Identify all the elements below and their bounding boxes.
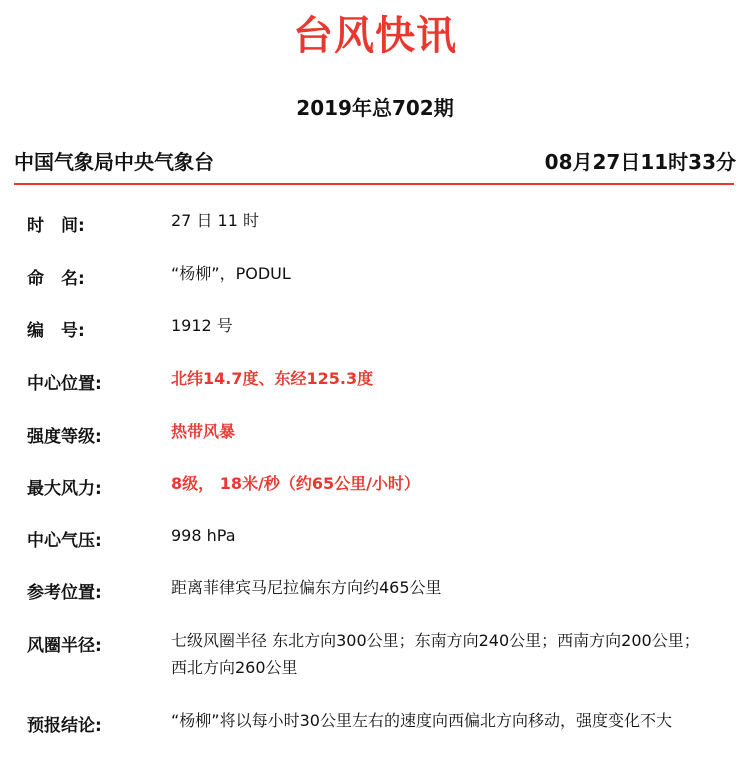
page-title: 台风快讯 — [293, 13, 457, 59]
row-value: “杨柳”，PODUL — [171, 264, 291, 283]
row-label: 参考位置: — [27, 583, 102, 603]
row-label: 风圈半径: — [27, 636, 102, 656]
row-label: 中心位置: — [27, 374, 102, 394]
row-value: 北纬14.7度、东经125.3度 — [171, 369, 374, 388]
row-value: 距离菲律宾马尼拉偏东方向约465公里 — [171, 578, 442, 597]
row-value: 8级， 18米/秒（约65公里/小时） — [171, 474, 420, 493]
row-label: 最大风力: — [27, 479, 102, 499]
issue-number: 2019年总702期 — [296, 96, 454, 120]
row-label: 命 名: — [27, 269, 85, 289]
row-value: “杨柳”将以每小时30公里左右的速度向西偏北方向移动，强度变化不大 — [171, 711, 672, 730]
row-value: 1912 号 — [171, 316, 233, 335]
row-label: 强度等级: — [27, 427, 102, 447]
row-label: 预报结论: — [27, 716, 102, 736]
row-value: 七级风圈半径 东北方向300公里；东南方向240公里；西南方向200公里；西北方向260公里 — [171, 631, 700, 677]
row-value: 998 hPa — [171, 526, 236, 545]
row-label: 时 间: — [27, 216, 85, 236]
issuing-agency: 中国气象局中央气象台 — [14, 150, 214, 174]
issue-timestamp: 08月27日11时33分 — [544, 150, 736, 174]
row-label: 中心气压: — [27, 531, 102, 551]
row-value: 27 日 11 时 — [171, 211, 259, 230]
header-divider — [14, 183, 734, 185]
row-value: 热带风暴 — [171, 422, 236, 441]
row-label: 编 号: — [27, 321, 85, 341]
